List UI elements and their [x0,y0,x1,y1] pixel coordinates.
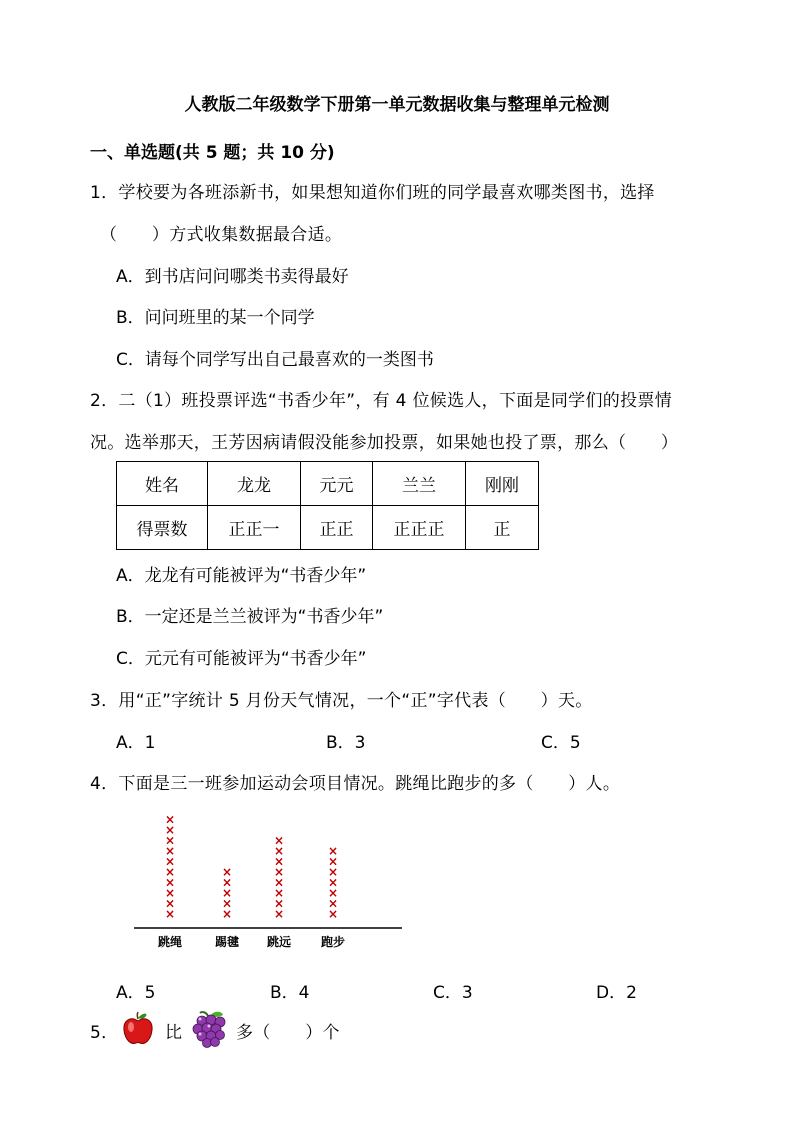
table-cell: 正正一 [208,506,301,550]
tally-mark: × [164,823,176,837]
tally-mark: × [164,865,176,879]
q5-number: 5． [90,1023,119,1043]
tally-mark: × [221,865,233,879]
apple-icon [121,1010,155,1046]
tally-mark: × [164,844,176,858]
tally-mark: × [221,907,233,921]
q1-stem-line2: （ ）方式收集数据最合适。 [100,225,343,245]
tally-mark: × [273,907,285,921]
tally-mark: × [164,833,176,848]
table-cell: 得票数 [117,506,208,550]
q1-option-b[interactable]: B．问问班里的某一个同学 [116,308,315,328]
chart-bar-3 [274,834,284,922]
chart-bar-2 [222,865,232,921]
q4-option-a[interactable]: A．5 [116,983,156,1003]
q2-option-b[interactable]: B．一定还是兰兰被评为“书香少年” [116,607,384,627]
tally-mark: × [327,875,339,890]
q4-option-b[interactable]: B．4 [270,983,310,1003]
tally-mark: × [273,886,285,900]
tally-mark: × [327,907,339,921]
table-cell: 正正 [301,506,373,550]
q2-option-a[interactable]: A．龙龙有可能被评为“书香少年” [116,566,367,586]
tally-mark: × [164,812,176,827]
q2-option-c[interactable]: C．元元有可能被评为“书香少年” [116,649,367,669]
tally-mark: × [273,875,285,890]
tally-mark: × [327,865,339,879]
grape-icon [192,1010,228,1048]
q3-option-b[interactable]: B．3 [326,733,366,753]
q3-option-c[interactable]: C．5 [541,733,581,753]
q2-stem-line2: 况。选举那天，王芳因病请假没能参加投票，如果她也投了票，那么（ ） [90,433,679,453]
tally-mark: × [273,833,285,848]
q4-option-c[interactable]: C．3 [433,983,473,1003]
tally-mark: × [327,854,339,869]
tally-mark: × [273,865,285,879]
q2-stem-line1: 2．二（1）班投票评选“书香少年”，有 4 位候选人，下面是同学们的投票情 [90,391,672,411]
table-cell: 刚刚 [466,462,539,506]
tally-mark: × [327,896,339,911]
tally-mark: × [327,844,339,858]
q4-stem: 4．下面是三一班参加运动会项目情况。跳绳比跑步的多（ ）人。 [90,774,621,794]
tally-mark: × [273,844,285,858]
chart-bar-1 [165,813,175,922]
chart-bar-4 [328,844,338,921]
tally-mark: × [164,896,176,911]
tally-mark: × [327,886,339,900]
tally-mark: × [273,896,285,911]
vote-table [116,461,539,550]
chart-marks [165,813,338,922]
tally-mark: × [164,886,176,900]
x-tick-label: 踢毽 [214,935,240,949]
q3-option-a[interactable]: A．1 [116,733,156,753]
table-cell: 龙龙 [208,462,301,506]
tally-mark: × [221,886,233,900]
chart-labels [158,934,345,949]
x-tick-label: 跑步 [320,935,346,949]
section-heading: 一、单选题(共 5 题；共 10 分) [90,143,335,163]
tally-mark: × [221,875,233,890]
table-cell: 元元 [301,462,373,506]
q4-option-d[interactable]: D．2 [596,983,637,1003]
table-cell: 正 [466,506,539,550]
tally-mark: × [164,875,176,890]
tally-chart [130,800,410,960]
q3-stem: 3．用“正”字统计 5 月份天气情况，一个“正”字代表（ ）天。 [90,691,593,711]
q1-option-c[interactable]: C．请每个同学写出自己最喜欢的一类图书 [116,350,434,370]
tally-mark: × [273,854,285,869]
q1-option-a[interactable]: A．到书店问问哪类书卖得最好 [116,267,349,287]
q1-stem-line1: 1．学校要为各班添新书，如果想知道你们班的同学最喜欢哪类图书，选择 [90,183,655,203]
tally-mark: × [164,907,176,921]
table-row [117,462,539,506]
x-tick-label: 跳绳 [157,935,183,949]
q5-compare-word: 比 [165,1023,183,1043]
table-cell: 兰兰 [373,462,466,506]
page-title: 人教版二年级数学下册第一单元数据收集与整理单元检测 [184,95,610,115]
table-cell: 正正正 [373,506,466,550]
table-row [117,506,539,550]
q5-stem-rest: 多（ ）个 [236,1023,340,1043]
table-cell: 姓名 [117,462,208,506]
tally-mark: × [164,854,176,869]
tally-mark: × [221,896,233,911]
x-tick-label: 跳远 [266,935,292,949]
